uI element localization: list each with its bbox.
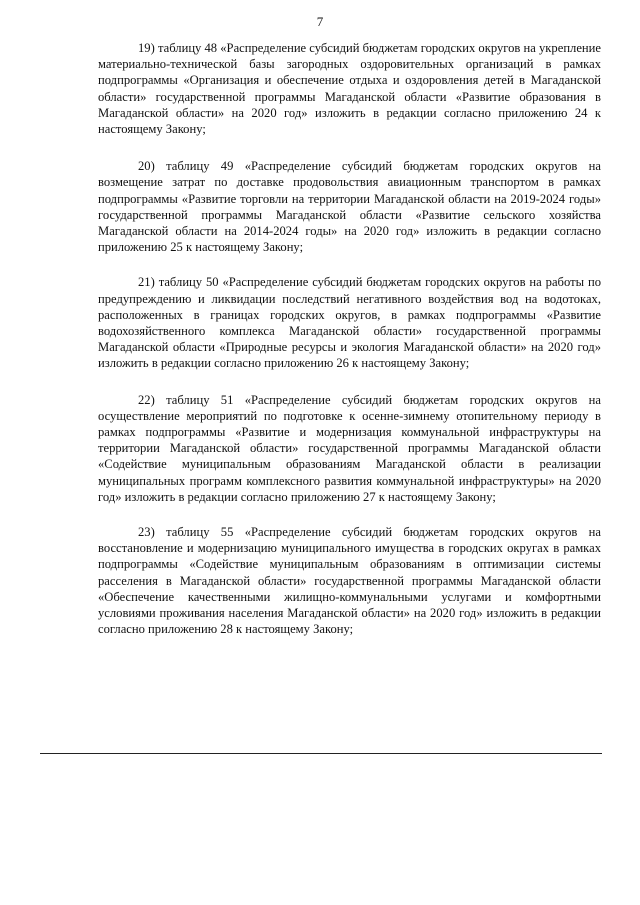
page-bottom-divider xyxy=(40,753,602,754)
paragraph-item-22: 22) таблицу 51 «Распределение субсидий бюджетам городских округов на осуществление мероприятий по подготовке к осенне-зимнему отопительному периоду в рамках подпрограммы «Развитие и модернизация коммунальной инфраструктуры на территории Магаданской области» государственной программы Магаданской области «Содействие муниципальным образованиям Магаданской области в реализации муниципальных программ комплексного развития коммунальной инфраструктуры» на 2020 год» изложить в редакции согласно приложению 27 к настоящему Закону; xyxy=(98,392,601,504)
page-number: 7 xyxy=(316,14,324,29)
paragraph-item-23: 23) таблицу 55 «Распределение субсидий бюджетам городских округов на восстановление и модернизацию муниципального имущества в городских округах в рамках подпрограммы «Содействие муниципальным образованиям в оптимизации системы расселения в Магаданской области» государственной программы Магаданской области «Обеспечение качественными жилищно-коммунальными услугами и комфортными условиями проживания населения Магаданской области» на 2020 год» изложить в редакции согласно приложению 28 к настоящему Закону; xyxy=(98,525,601,637)
paragraph-item-19: 19) таблицу 48 «Распределение субсидий бюджетам городских округов на укрепление материально-технической базы загородных оздоровительных организаций в рамках подпрограммы «Организация и обеспечение отдыха и оздоровления детей в Магаданской области» государственной программы Магаданской области «Развитие образования в Магаданской области» на 2020 год» изложить в редакции согласно приложению 24 к настоящему Закону; xyxy=(98,41,601,137)
document-body xyxy=(98,40,601,659)
paragraph-item-21: 21) таблицу 50 «Распределение субсидий бюджетам городских округов на работы по предупреждению и ликвидации последствий негативного воздействия вод на водотоках, расположенных в границах городских округов, в рамках подпрограммы «Развитие водохозяйственного комплекса Магаданской области» государственной программы Магаданской области «Природные ресурсы и экология Магаданской области» на 2020 год» изложить в редакции согласно приложению 26 к настоящему Закону; xyxy=(98,275,601,371)
paragraph-item-20: 20) таблицу 49 «Распределение субсидий бюджетам городских округов на возмещение затрат по доставке продовольствия авиационным транспортом в рамках подпрограммы «Развитие торговли на территории Магаданской области на 2019-2024 годы» государственной программы Магаданской области «Развитие сельского хозяйства Магаданской области на 2014-2024 годы» на 2020 год» изложить в редакции согласно приложению 25 к настоящему Закону; xyxy=(98,159,601,255)
